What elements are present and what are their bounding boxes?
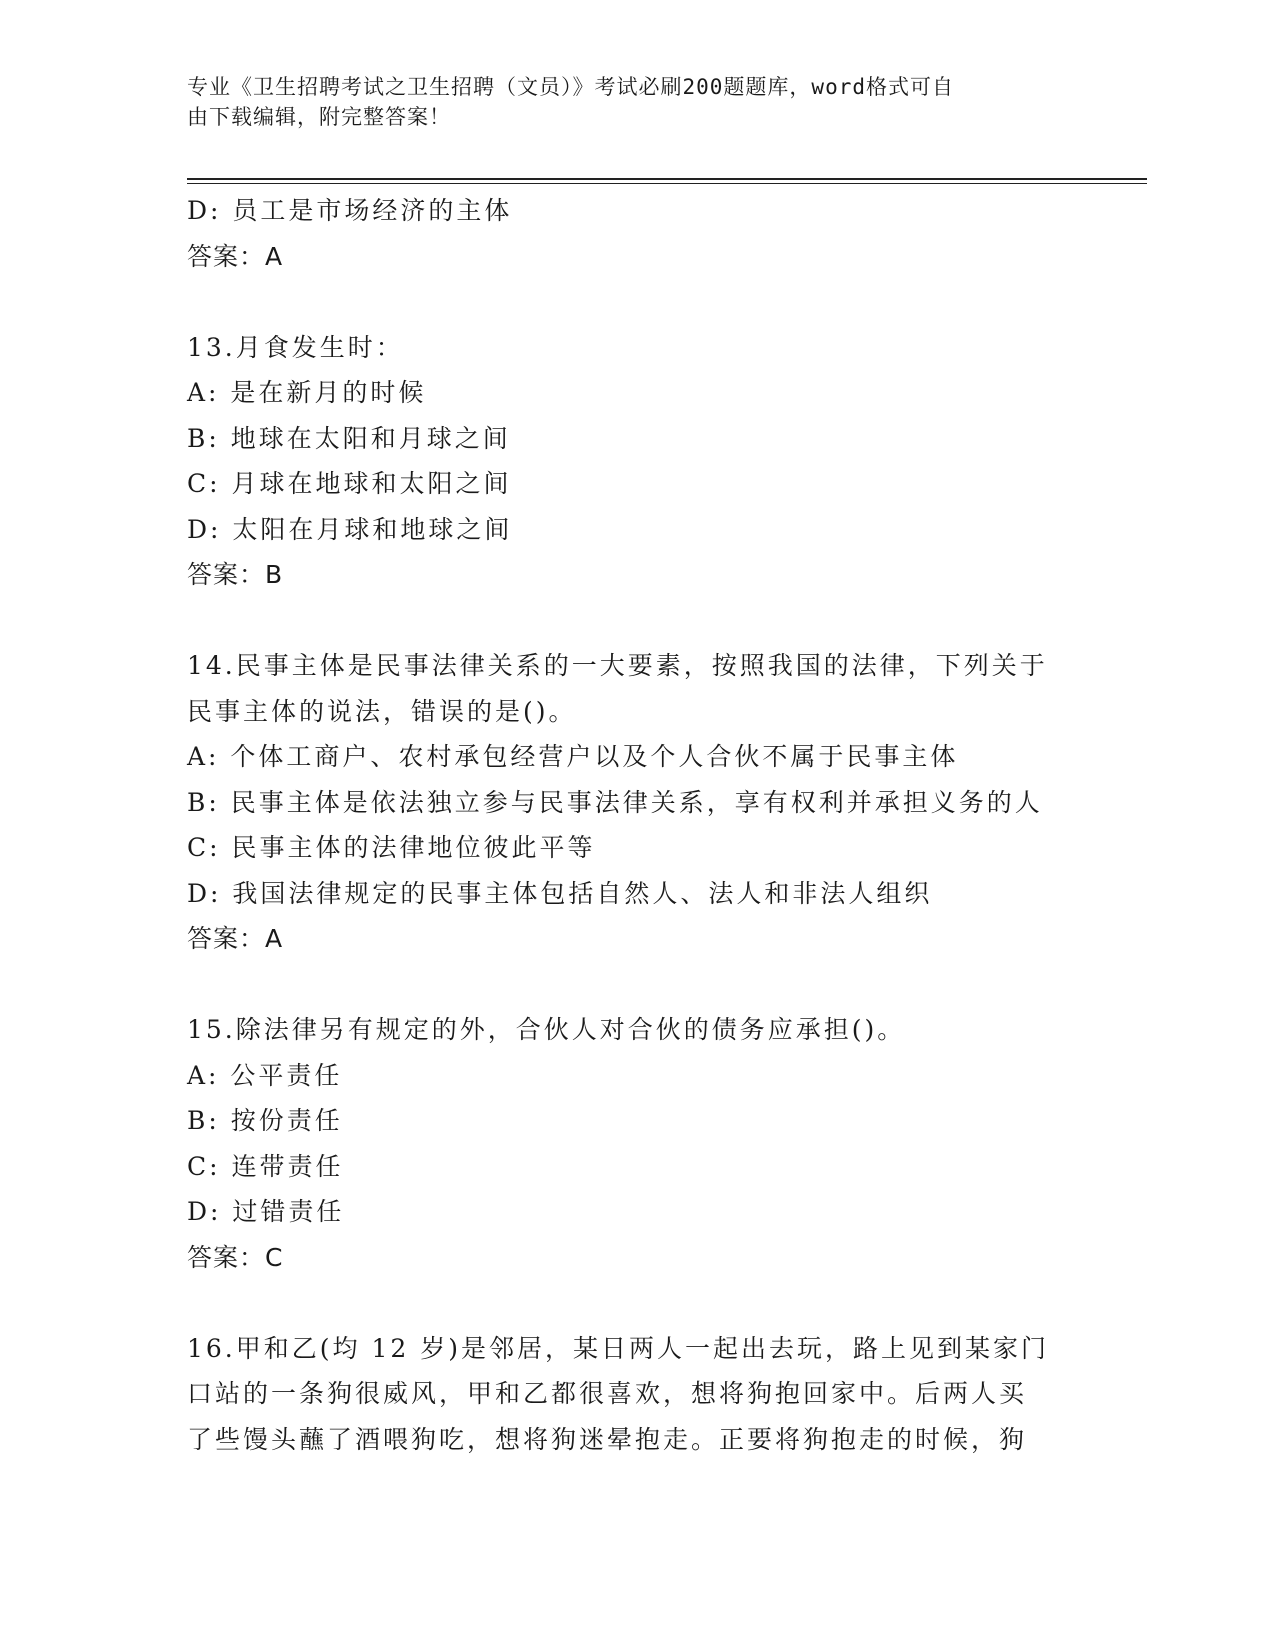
question-stem-continued: 了些馒头蘸了酒喂狗吃，想将狗迷晕抱走。正要将狗抱走的时候，狗	[187, 1424, 1028, 1454]
option-a: A: 公平责任	[187, 1060, 343, 1090]
question-13	[187, 325, 1087, 598]
answer-line: 答案：B	[187, 560, 284, 589]
option-d: D: 过错责任	[187, 1197, 345, 1226]
header-line-2: 由下载编辑，附完整答案！	[187, 105, 451, 129]
answer-line: 答案：A	[187, 924, 284, 953]
document-header	[187, 72, 1067, 132]
option-c: C: 连带责任	[187, 1151, 344, 1181]
question-stem: 16.甲和乙(均 12 岁)是邻居，某日两人一起出去玩，路上见到某家门	[187, 1333, 1049, 1363]
question-16	[187, 1326, 1087, 1463]
question-stem: 15.除法律另有规定的外，合伙人对合伙的债务应承担()。	[187, 1015, 906, 1044]
option-d: D: 太阳在月球和地球之间	[187, 514, 513, 544]
question-stem: 13.月食发生时：	[187, 332, 404, 362]
spacer	[187, 279, 1087, 325]
header-divider-thick	[187, 178, 1147, 180]
option-a: A: 个体工商户、农村承包经营户以及个人合伙不属于民事主体	[187, 742, 959, 771]
question-stem: 14.民事主体是民事法律关系的一大要素，按照我国的法律，下列关于	[187, 651, 1048, 680]
option-b: B: 民事主体是依法独立参与民事法律关系，享有权利并承担义务的人	[187, 787, 1043, 817]
question-15	[187, 1007, 1087, 1280]
option-c: C: 月球在地球和太阳之间	[187, 469, 512, 498]
answer-line: 答案：C	[187, 1242, 284, 1272]
question-stem-continued: 口站的一条狗很威风，甲和乙都很喜欢，想将狗抱回家中。后两人买	[187, 1379, 1028, 1408]
option-a: A: 是在新月的时候	[187, 378, 427, 407]
option-b: B: 地球在太阳和月球之间	[187, 423, 511, 453]
header-divider-thin	[187, 183, 1147, 184]
spacer	[187, 598, 1087, 644]
option-b: B: 按份责任	[187, 1106, 343, 1135]
header-line-1: 专业《卫生招聘考试之卫生招聘（文员）》考试必刷200题题库，word格式可自	[187, 75, 954, 99]
question-12-tail	[187, 188, 1087, 279]
answer-line: 答案：A	[187, 241, 284, 271]
option-d: D: 员工是市场经济的主体	[187, 196, 513, 225]
question-stem-continued: 民事主体的说法，错误的是()。	[187, 696, 577, 726]
option-d: D: 我国法律规定的民事主体包括自然人、法人和非法人组织	[187, 878, 933, 908]
option-c: C: 民事主体的法律地位彼此平等	[187, 833, 596, 862]
spacer	[187, 1280, 1087, 1326]
question-14	[187, 643, 1087, 962]
spacer	[187, 962, 1087, 1008]
document-body	[187, 188, 1087, 1462]
